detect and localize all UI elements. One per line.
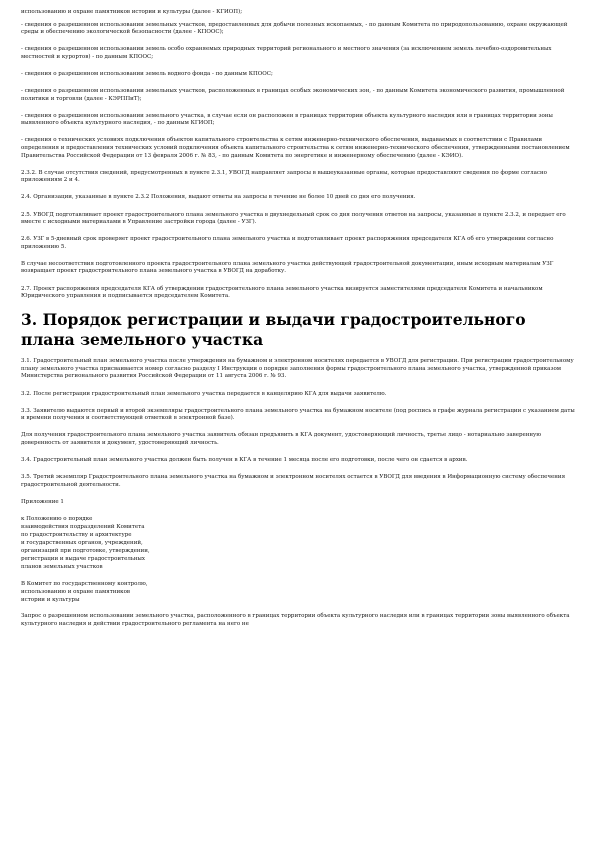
addressee-line: В Комитет по государственному контролю, <box>21 581 148 588</box>
section-body <box>21 358 578 489</box>
paragraph: - сведения о разрешенном использовании земельных участков, предоставленных для добычи полезных ископаемых, - по данным Комитета по природопользованию, охране окружающей среды и обеспечению экологической безопасности (далее - КПООС); <box>21 21 568 36</box>
reference-line: взаимодействия подразделений Комитета <box>21 524 145 531</box>
paragraph: - сведения о разрешенном использовании земель водного фонда - по данным КПООС; <box>21 70 273 77</box>
addressee-line: использованию и охране памятников <box>21 589 130 596</box>
addressee-block <box>21 580 578 604</box>
closing-paragraph: Запрос о разрешенном использовании земельного участка, расположенного в границах территории объекта культурного наследия или в границах территории зоны выявленного объекта культурного наследия и действии градостроительного регламента на него не <box>21 613 570 627</box>
appendix-label: Приложение 1 <box>21 498 64 505</box>
paragraph: 3.1. Градостроительный план земельного участка после утверждения на бумажном и электронном носителях передается в УВОГД для регистрации. При регистрации градостроительному плану земельного участка присваивается номер согласно разделу I Инструкции о порядке заполнения формы градостроительного плана земельного участка, утвержденной приказом Министерства регионального развития Российской Федерации от 11 августа 2006 г. № 93. <box>21 358 574 380</box>
paragraph: 3.2. После регистрации градостроительный план земельного участка передается в канцелярию КГА для выдачи заявителю. <box>21 390 387 397</box>
paragraph: 3.4. Градостроительный план земельного участка должен быть получен в КГА в течение 1 месяца после его подготовки, после чего он сдается в архив. <box>21 457 468 463</box>
reference-line: планов земельных участков <box>21 564 103 571</box>
paragraph: 3.3. Заявителю выдаются первый и второй экземпляры градостроительного плана земельного участка на бумажном носителе (под роспись в графе журнала регистрации с указанием даты и времени получения и соответствующей отметкой в электронной базе). <box>21 407 575 422</box>
lead-block <box>21 9 578 301</box>
reference-line: и государственных органов, учреждений, <box>21 540 143 547</box>
paragraph: 2.5. УВОГД подготавливает проект градостроительного плана земельного участка в двухнедельный срок со дня получения ответов на запросы, указанные в пункте 2.3.2, и передает его вместе с исходными материалами в Управление застройки города (далее - УЗГ). <box>21 211 566 226</box>
paragraph: - сведения о разрешенном использовании земельного участка, в случае если он расположен в границах территории объекта культурного наследия или в границах территории зоны выявленного объекта культурного наследия, - по данным КГИОП; <box>21 112 553 127</box>
reference-line: организаций при подготовке, утверждении, <box>21 548 150 555</box>
paragraph: - сведения о разрешенном использовании земельных участков, расположенных в границах особых экономических зон, - по данным Комитета экономического развития, промышленной политики и торговли (далее - КЭРППиТ); <box>21 88 565 102</box>
paragraph: 2.6. УЗГ в 5-дневный срок проверяет проект градостроительного плана земельного участка и подготавливает проект распоряжения председателя КГА об его утверждении согласно приложению 5. <box>21 236 554 250</box>
addressee-line: истории и культуры <box>21 597 80 604</box>
paragraph: - сведения о технических условиях подключения объектов капитального строительства к сетям инженерно-технического обеспечения, выдаваемых в соответствии с Правилами определения и предоставления технических условий подключения объекта капитального строительства к сетям инженерно-технического обеспечения, утвержденными постановлением Правительства Российской Федерации от 13 февраля 2006 г. № 83, - по данным Комитета по энергетике и инженерному обеспечению (далее - КЭИО). <box>21 137 570 159</box>
paragraph: использованию и охране памятников истории и культуры (далее - КГИОП); <box>21 9 243 15</box>
paragraph: 2.3.2. В случае отсутствия сведений, предусмотренных в пункте 2.3.1, УВОГД направляет запросы в вышеуказанные органы, которые предоставляют сведения по форме согласно приложениям 2 и 4. <box>21 169 547 184</box>
section-heading: 3. Порядок регистрации и выдачи градостроительного плана земельного участка <box>21 310 526 349</box>
paragraph: В случае несоответствия подготовленного проекта градостроительного плана земельного участка действующей градостроительной документации, иным исходным материалам УЗГ возвращает проект градостроительного плана земельного участка в УВОГД на доработку. <box>21 260 554 275</box>
reference-line: по градостроительству и архитектуре <box>21 532 132 539</box>
reference-line: к Положению о порядке <box>21 516 93 523</box>
paragraph: Для получения градостроительного плана земельного участка заявитель обязан предъявить в КГА документ, удостоверяющий личность, третье лицо - нотариально заверенную доверенность от заявителя и документ, удостоверяющий личность. <box>21 432 542 446</box>
paragraph: 2.4. Организации, указанные в пункте 2.3.2 Положения, выдают ответы на запросы в течение не более 10 дней со дня его получения. <box>21 194 416 201</box>
reference-line: регистрации и выдаче градостроительных <box>21 556 145 563</box>
paragraph: - сведения о разрешенном использовании земель особо охраняемых природных территорий регионального и местного значения (за исключением земель лечебно-оздоровительных местностей и курортов) - по данным КПООС; <box>21 46 552 60</box>
regulation-reference <box>21 515 578 571</box>
paragraph: 2.7. Проект распоряжения председателя КГА об утверждении градостроительного плана земельного участка визируется заместителями председателя Комитета и начальником Юридического управления и подписывается председателем Комитета. <box>21 285 543 300</box>
paragraph: 3.5. Третий экземпляр Градостроительного плана земельного участка на бумажном и электронном носителях остается в УВОГД для введения в Информационную систему обеспечения градостроительной деятельности. <box>21 474 566 488</box>
